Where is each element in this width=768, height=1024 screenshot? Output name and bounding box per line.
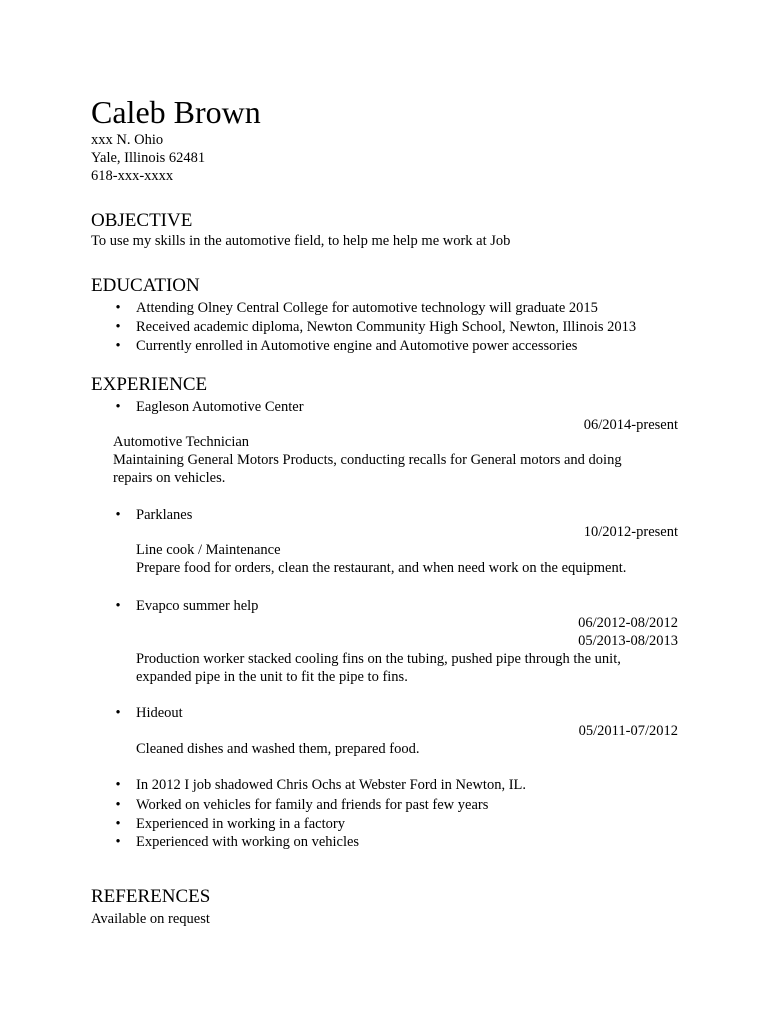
job-description-line: Production worker stacked cooling fins on the tubing, pushed pipe through the unit, bbox=[136, 651, 621, 667]
job-description-line: repairs on vehicles. bbox=[113, 470, 226, 486]
experience-extra-text: Worked on vehicles for family and friends for past few years bbox=[136, 797, 489, 813]
address-line-1: xxx N. Ohio bbox=[91, 132, 164, 148]
references-heading: REFERENCES bbox=[91, 886, 211, 907]
resume-name: Caleb Brown bbox=[91, 94, 261, 130]
education-heading: EDUCATION bbox=[91, 275, 200, 296]
objective-heading: OBJECTIVE bbox=[91, 210, 193, 231]
job-employer-name: Evapco summer help bbox=[136, 598, 259, 614]
objective-text: To use my skills in the automotive field, to help me help me work at Job bbox=[91, 233, 511, 249]
bullet-icon: • bbox=[115, 797, 121, 813]
job-dates: 05/2011-07/2012 bbox=[578, 723, 678, 739]
bullet-icon: • bbox=[115, 338, 121, 354]
experience-extra-text: Experienced with working on vehicles bbox=[136, 834, 360, 850]
experience-heading: EXPERIENCE bbox=[91, 374, 208, 395]
job-dates: 06/2012-08/2012 bbox=[578, 615, 678, 631]
job-dates: 05/2013-08/2013 bbox=[578, 633, 678, 649]
job-employer-name: Hideout bbox=[136, 705, 183, 721]
education-item-text: Received academic diploma, Newton Community High School, Newton, Illinois 2013 bbox=[136, 319, 637, 335]
experience-extra-text: Experienced in working in a factory bbox=[136, 816, 345, 832]
bullet-icon: • bbox=[115, 705, 121, 721]
job-description-line: Maintaining General Motors Products, conducting recalls for General motors and doing bbox=[113, 452, 622, 468]
job-description-line: Cleaned dishes and washed them, prepared food. bbox=[136, 741, 420, 757]
bullet-icon: • bbox=[115, 834, 121, 850]
phone-number: 618-xxx-xxxx bbox=[91, 168, 174, 184]
experience-extra-text: In 2012 I job shadowed Chris Ochs at Webster Ford in Newton, IL. bbox=[136, 777, 527, 793]
job-description-line: expanded pipe in the unit to fit the pipe to fins. bbox=[136, 669, 408, 685]
bullet-icon: • bbox=[115, 507, 121, 523]
bullet-icon: • bbox=[115, 777, 121, 793]
bullet-icon: • bbox=[115, 816, 121, 832]
education-item-text: Attending Olney Central College for automotive technology will graduate 2015 bbox=[136, 300, 598, 316]
bullet-icon: • bbox=[115, 598, 121, 614]
bullet-icon: • bbox=[115, 399, 121, 415]
references-text: Available on request bbox=[91, 911, 210, 927]
bullet-icon: • bbox=[115, 319, 121, 335]
job-dates: 10/2012-present bbox=[583, 524, 678, 540]
address-line-2: Yale, Illinois 62481 bbox=[91, 150, 206, 166]
job-employer-name: Eagleson Automotive Center bbox=[136, 399, 304, 415]
job-dates: 06/2014-present bbox=[583, 417, 678, 433]
job-description-line: Prepare food for orders, clean the restaurant, and when need work on the equipment. bbox=[136, 560, 627, 576]
job-employer-name: Parklanes bbox=[136, 507, 193, 523]
bullet-icon: • bbox=[115, 300, 121, 316]
job-title: Line cook / Maintenance bbox=[136, 542, 281, 558]
education-item-text: Currently enrolled in Automotive engine and Automotive power accessories bbox=[136, 338, 578, 354]
job-title: Automotive Technician bbox=[113, 434, 250, 450]
